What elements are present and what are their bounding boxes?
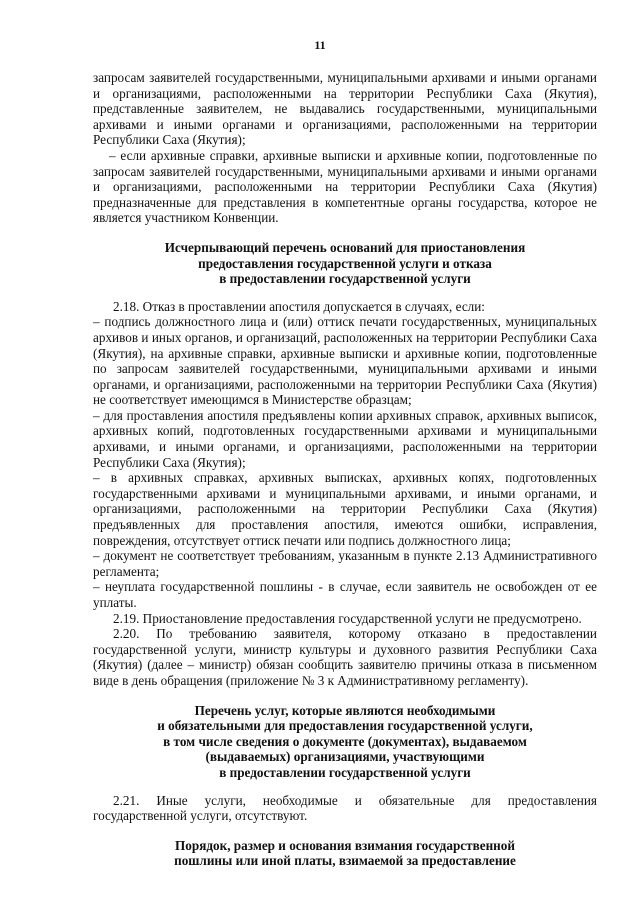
heading-line: и обязательными для предоставления государственной услуги, [157,718,533,734]
refusal-item-2: – для проставления апостиля предъявлены копии архивных справок, архивных выписок, архивных копий, подготовленных государственными архивами и муниципальными архивами, и иными органами, и организациями, расположенными на территории Республики Саха (Якутия); [93,407,597,470]
refusal-item-1: – подпись должностного лица и (или) оттиск печати государственных, муниципальных архивов и иных органов, и организаций, расположенных на территории Республики Саха (Якутия), на архивные справки, архивные выписки и архивные копии, подготовленные по запросам заявителей государственными, муниципальными архивами и иными органами, и организациями, расположенными на территории Республики Саха (Якутия) не соответствует имеющимся в Министерстве образцам; [93,314,597,408]
section-heading-state-fee [93,838,597,869]
heading-line: в предоставлении государственной услуги [219,764,471,780]
page-content [93,70,597,881]
heading-line: предоставления государственной услуги и отказа [198,255,492,271]
section-heading-refusal-grounds [93,240,597,287]
page-number: 11 [314,38,326,52]
refusal-item-3: – в архивных справках, архивных выписках, архивных копях, подготовленных государственными архивами и муниципальными архивами, и иными органами, и организациями, расположенными на территории Республики Саха (Якутия) предъявленных для проставления апостиля, имеются ошибки, исправления, повреждения, отсутствует оттиск печати или подпись должностного лица; [93,470,597,548]
heading-line: в том числе сведения о документе (документах), выдаваемом [163,733,527,749]
section-heading-required-services [93,703,597,781]
clause-2-18: 2.18. Отказ в проставлении апостиля допускается в случаях, если: [113,298,485,314]
refusal-item-4: – документ не соответствует требованиям, указанным в пункте 2.13 Административного регламента; [93,548,597,579]
clause-2-19: 2.19. Приостановление предоставления государственной услуги не предусмотрено. [113,610,582,626]
paragraph-continuation: запросам заявителей государственными, муниципальными архивами и иными органами и организациями, расположенными на территории Республики Саха (Якутия), представленные заявителем, не выдавались государственными, муниципальными архивами и иными органами и организациями, расположенными на территории Республики Саха (Якутия); [93,70,597,148]
heading-line: пошлины или иной платы, взимаемой за предоставление [174,853,516,869]
refusal-item-5: – неуплата государственной пошлины - в случае, если заявитель не освобожден от ее уплаты. [93,579,597,610]
heading-line: (выдаваемых) организациями, участвующими [205,749,485,765]
clause-2-20: 2.20. По требованию заявителя, которому отказано в предоставлении государственной услуги, министр культуры и духовного развития Республики Саха (Якутия) (далее – министр) обязан сообщить заявителю причины отказа в письменном виде в день обращения (приложение № 3 к Административному регламенту). [93,626,597,688]
heading-line: Исчерпывающий перечень оснований для приостановления [164,239,526,255]
paragraph-convention: – если архивные справки, архивные выписки и архивные копии, подготовленные по запросам заявителей государственными, муниципальными архивами и иными органами и организациями, расположенными на территории Республики Саха (Якутия) предназначенные для представления в компетентные органы государства, которое не является участником Конвенции. [93,147,597,226]
heading-line: Порядок, размер и основания взимания государственной [175,837,515,853]
heading-line: Перечень услуг, которые являются необходимыми [194,702,496,718]
clause-2-21: 2.21. Иные услуги, необходимые и обязательные для предоставления государственной услуги, отсутствуют. [93,792,597,824]
heading-line: в предоставлении государственной услуги [219,271,471,287]
